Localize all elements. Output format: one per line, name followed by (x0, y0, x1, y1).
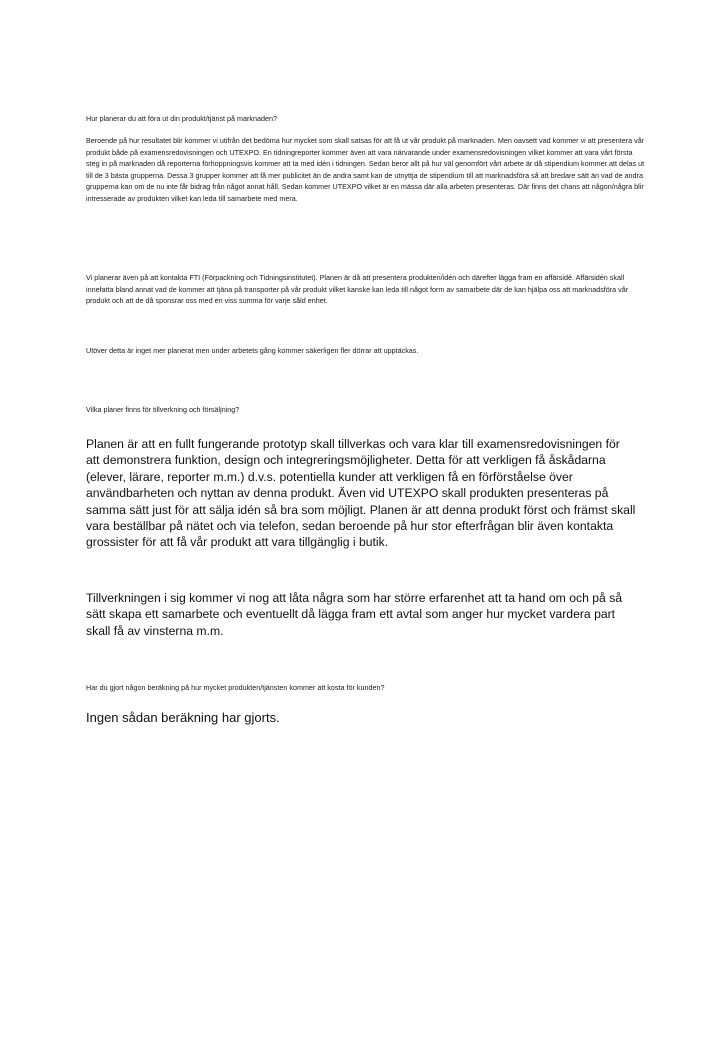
paragraph-production-2: Tillverkningen i sig kommer vi nog att låta några som har större erfarenhet att ta hand om och på så sätt skapa ett samarbete och eventuellt då lägga fram ett avtal som anger hur mycket vardera part skall få av vinsterna m.m. (86, 591, 623, 638)
section-pricing (86, 683, 646, 693)
paragraph-marketing-3: Utöver detta är inget mer planerat men under arbetets gång kommer säkerligen fler dörrar att upptäckas. (86, 346, 419, 355)
section-marketing (86, 114, 646, 124)
section-pricing-body (86, 709, 646, 727)
paragraph-marketing-2: Vi planerar även på att kontakta FTI (Förpackning och Tidningsinstitutet). Planen är då att presentera produkten/idén och därefter lägga fram en affärsidé. Affärsidén skall innefatta bland annat vad de kommer att tjäna på transporter på vår produkt vilket kanske kan leda till något form av samarbete där de kan hjälpa oss att marknadsföra vår produkt och att de då sponsrar oss med en viss summa för varje såld enhet. (86, 273, 629, 306)
question-pricing: Har du gjort någon beräkning på hur mycket produkten/tjänsten kommer att kosta för kunden? (86, 683, 385, 692)
section-production-body (86, 436, 636, 551)
section-production-body-2 (86, 590, 636, 639)
answer-pricing: Ingen sådan beräkning har gjorts. (86, 710, 280, 725)
section-marketing-body-2 (86, 272, 646, 307)
section-marketing-body (86, 135, 646, 205)
paragraph-marketing-1: Beroende på hur resultatet blir kommer vi utifrån det bedöma hur mycket som skall satsas för att få ut vår produkt på marknaden. Men oavsett vad kommer vi att presentera vår produkt både på examensredovisningen och UTEXPO. En tidningreporter kommer även att vara närvarande under examensredovisningen vilket kommer att vara vårt första steg in på marknaden då reporterna förhoppningsvis kommer att ta med idén i tidningen. Sedan beror allt på hur väl genomfört vårt arbete är då stipendium kommer att delas ut till de 3 bästa grupperna. Dessa 3 grupper kommer att få mer publicitet än de andra samt kan de utnyttja de stipendium till att marknadsföra så att bredare sätt än vad de andra grupperna kan om de nu inte får bidrag från något annat håll. Sedan kommer UTEXPO vilket är en mässa där alla arbeten presenteras. Där finns det chans att någon/några blir intresserade av produkten vilket kan leda till samarbete med mera. (86, 136, 645, 203)
question-production: Vilka planer finns för tillverkning och försäljning? (86, 405, 240, 414)
section-marketing-body-3 (86, 345, 646, 357)
section-production (86, 405, 646, 415)
question-marketing: Hur planerar du att föra ut din produkt/tjänst på marknaden? (86, 114, 277, 123)
paragraph-production-1: Planen är att en fullt fungerande prototyp skall tillverkas och vara klar till examensredovisningen för att demonstrera funktion, design och integreringsmöjligheter. Detta för att verkligen få åskådarna (elever, lärare, reporter m.m.) d.v.s. potentiella kunder att verkligen få en förförståelse över användbarheten och nyttan av denna produkt. Även vid UTEXPO skall produkten presenteras på samma sätt just för att sälja idén så bra som möjligt. Planen är att denna produkt först och främst skall vara beställbar på nätet och via telefon, sedan beroende på hur stor efterfrågan blir även kontakta grossister för att få vår produkt att vara tillgänglig i butik. (86, 437, 636, 550)
